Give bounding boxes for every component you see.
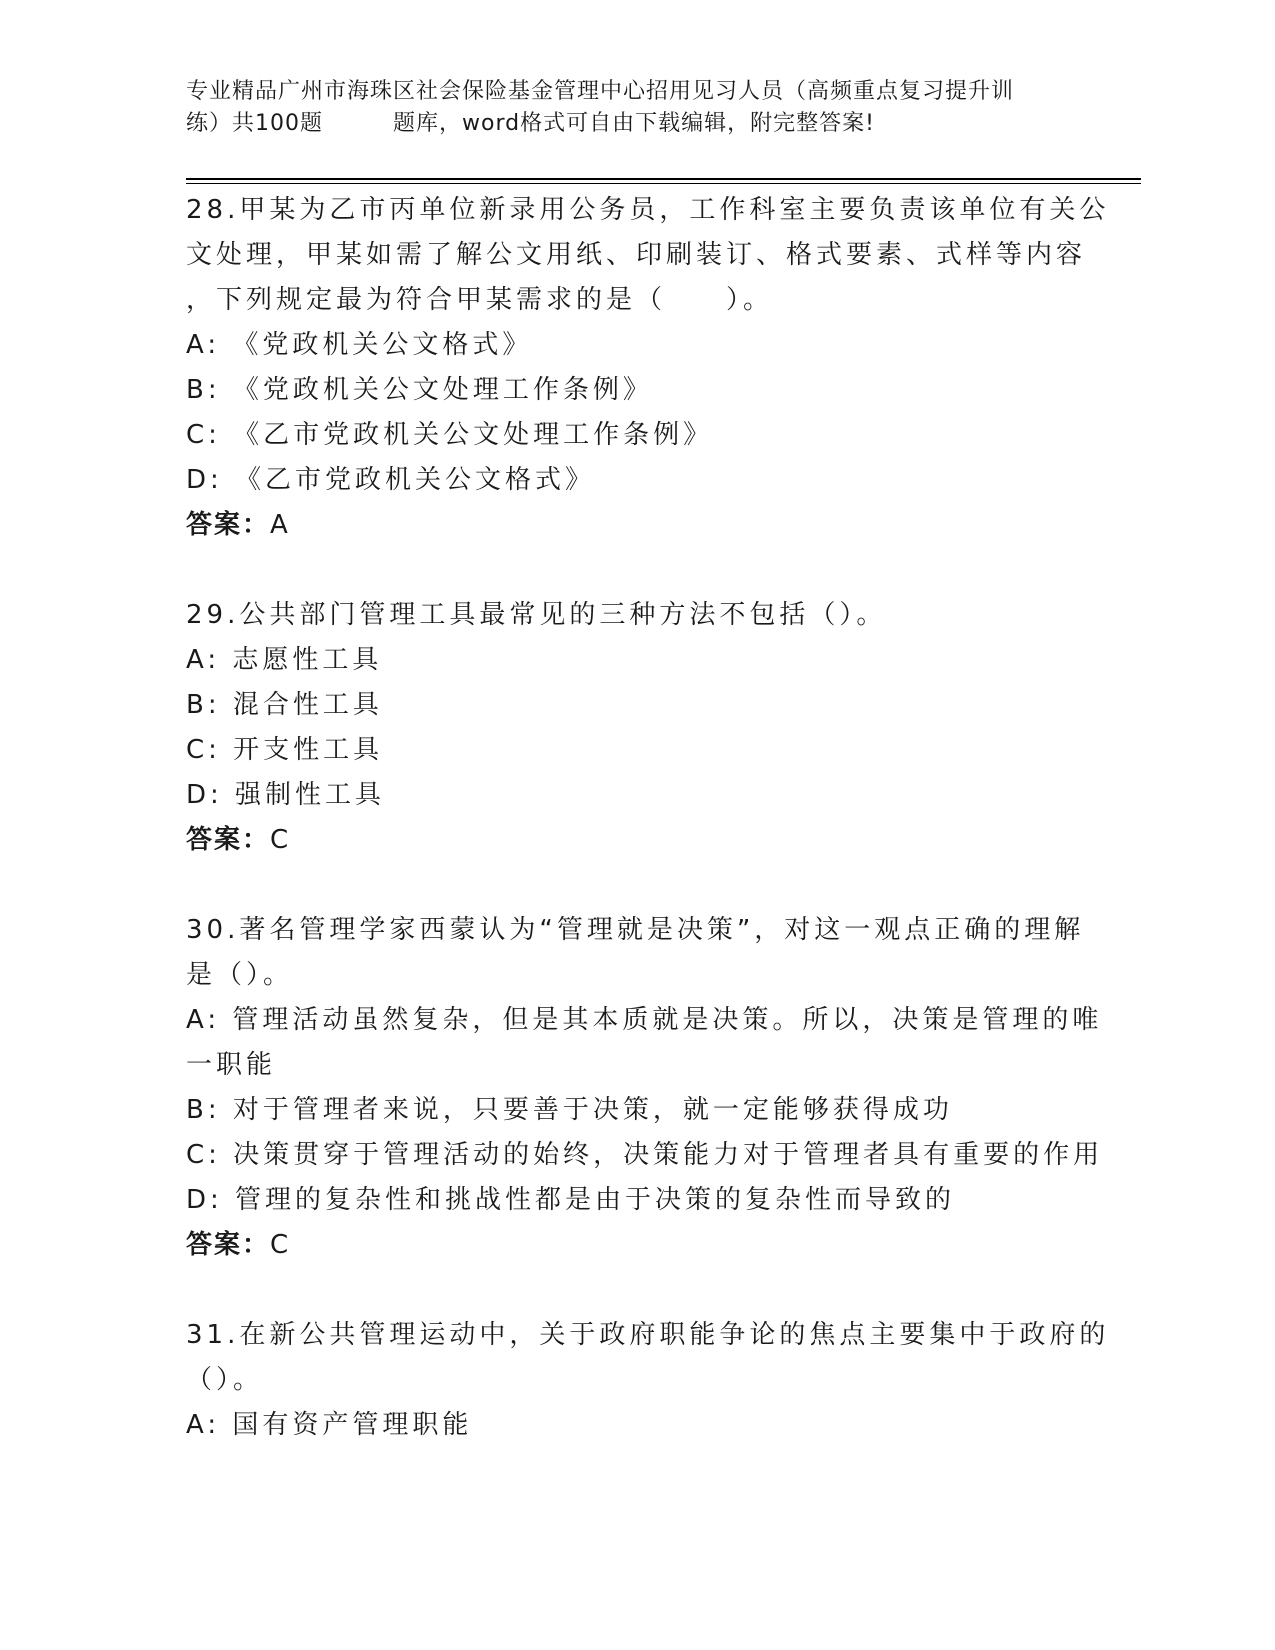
- option-a: A: 管理活动虽然复杂，但是其本质就是决策。所以，决策是管理的唯: [186, 1005, 1103, 1035]
- option-a: A: 《党政机关公文格式》: [186, 330, 533, 360]
- question-30: [186, 908, 1104, 1268]
- question-text-line: 28.甲某为乙市丙单位新录用公务员，工作科室主要负责该单位有关公: [186, 195, 1110, 225]
- answer-label: 答案：: [186, 1230, 271, 1260]
- answer-label: 答案：: [186, 510, 271, 540]
- answer-value: A: [270, 510, 290, 540]
- header-line-2-part-b: 题库，word格式可自由下载编辑，附完整答案!: [393, 111, 875, 136]
- question-text-line: ，下列规定最为符合甲某需求的是（ ）。: [186, 285, 774, 315]
- header-divider-thick: [186, 178, 1141, 180]
- header-divider-thin: [186, 183, 1141, 184]
- question-31: [186, 1313, 1110, 1448]
- question-list: [186, 188, 1110, 1448]
- question-text-line: 文处理，甲某如需了解公文用纸、印刷装订、格式要素、式样等内容: [186, 240, 1087, 270]
- question-text-line: 31.在新公共管理运动中，关于政府职能争论的焦点主要集中于政府的: [186, 1320, 1110, 1350]
- option-c: C: 决策贯穿于管理活动的始终，决策能力对于管理者具有重要的作用: [186, 1140, 1104, 1170]
- question-29: [186, 593, 1086, 863]
- option-a-continued: 一职能: [186, 1050, 277, 1080]
- option-b: B: 《党政机关公文处理工作条例》: [186, 375, 653, 405]
- header-line-2: [186, 108, 1086, 140]
- option-d: D: 强制性工具: [186, 780, 386, 810]
- question-text-line: 是（）。: [186, 960, 294, 990]
- option-d: D: 《乙市党政机关公文格式》: [186, 465, 596, 495]
- header-line-2-part-a: 练）共100题: [186, 111, 323, 136]
- answer-line: [186, 818, 1086, 863]
- question-28: [186, 188, 1110, 548]
- answer-label: 答案：: [186, 825, 271, 855]
- header-line-1: 专业精品广州市海珠区社会保险基金管理中心招用见习人员（高频重点复习提升训: [186, 79, 1015, 104]
- option-c: C: 开支性工具: [186, 735, 384, 765]
- option-d: D: 管理的复杂性和挑战性都是由于决策的复杂性而导致的: [186, 1185, 956, 1215]
- option-c: C: 《乙市党政机关公文处理工作条例》: [186, 420, 714, 450]
- question-text-line: （）。: [186, 1365, 264, 1395]
- answer-line: [186, 1223, 1086, 1268]
- answer-value: C: [270, 825, 291, 855]
- document-header: [186, 76, 1086, 140]
- option-b: B: 对于管理者来说，只要善于决策，就一定能够获得成功: [186, 1095, 953, 1125]
- answer-line: [186, 503, 1086, 548]
- option-b: B: 混合性工具: [186, 690, 383, 720]
- question-text-line: 29.公共部门管理工具最常见的三种方法不包括（）。: [186, 600, 887, 630]
- answer-value: C: [270, 1230, 291, 1260]
- question-text-line: 30.著名管理学家西蒙认为“管理就是决策”，对这一观点正确的理解: [186, 915, 1085, 945]
- option-a: A: 国有资产管理职能: [186, 1410, 473, 1440]
- option-a: A: 志愿性工具: [186, 645, 383, 675]
